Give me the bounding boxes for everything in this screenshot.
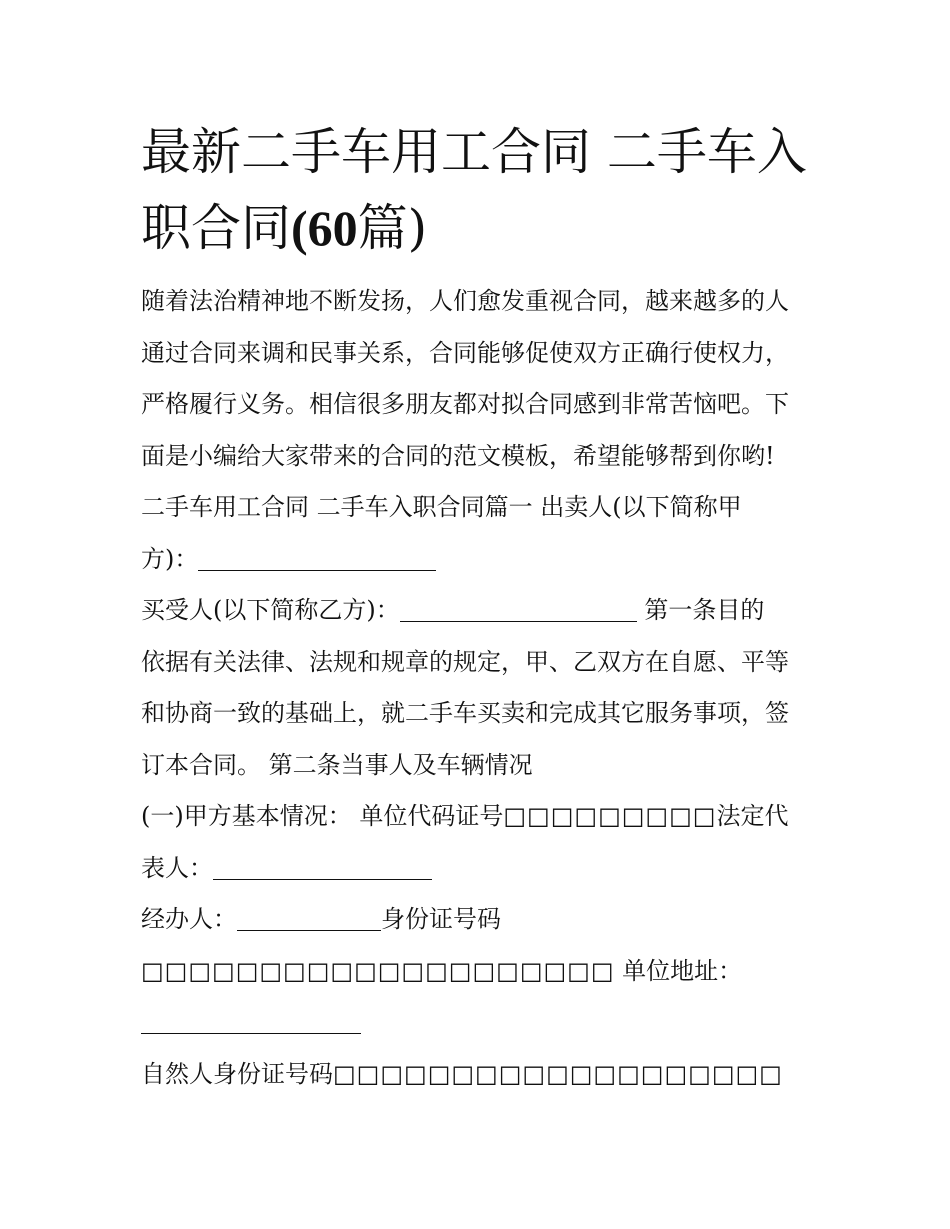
document-title-line-2 (141, 190, 821, 266)
intro-line-1: 随着法治精神地不断发扬，人们愈发重视合同，越来越多的人 (141, 287, 789, 315)
intro-line-4: 面是小编给大家带来的合同的范文模板，希望能够帮到你哟! (141, 441, 775, 470)
contract-line-9: 和协商一致的基础上，就二手车买卖和完成其它服务事项，签 (141, 699, 789, 727)
title-text-1: 最新二手车用工合同 二手车入 (141, 123, 807, 181)
agent-line (141, 894, 821, 946)
legal-rep-label: 表人： (141, 853, 213, 882)
article-one-heading: 第一条目的 (636, 596, 765, 624)
title-text-2a: 职合同 (141, 199, 291, 257)
agent-blank (237, 906, 381, 931)
contract-line-8: 依据有关法律、法规和规章的规定，甲、乙双方在自愿、平等 (141, 647, 789, 676)
legal-rep-blank (213, 855, 432, 880)
buyer-blank (400, 597, 637, 622)
party-a-label: (一)甲方基本情况： 单位代码证号 (141, 802, 504, 830)
intro-line-2: 通过合同来调和民事关系，合同能够促使双方正确行使权力， (141, 338, 789, 367)
id-number-label: 身份证号码 (381, 905, 501, 933)
unit-address-label: 单位地址： (614, 956, 743, 985)
buyer-label: 买受人(以下简称乙方)： (141, 596, 400, 624)
seller-blank (198, 546, 436, 571)
contract-line-1: 二手车用工合同 二手车入职合同篇一 出卖人(以下简称甲 (141, 493, 742, 521)
title-text-2b: 篇) (357, 199, 428, 257)
natural-person-id-line (141, 1049, 821, 1101)
unit-address-blank (141, 1009, 361, 1034)
document-page (141, 114, 821, 1100)
natural-person-id-label: 自然人身份证号码 (141, 1059, 333, 1088)
unit-code-boxes: □□□□□□□□□ (503, 802, 717, 830)
document-body (141, 276, 821, 1100)
legal-rep-label-part: 法定代 (716, 802, 789, 830)
seller-label: 方)： (141, 544, 199, 573)
id-boxes-line (141, 946, 821, 998)
unit-address-blank-line (141, 997, 821, 1049)
id-number-boxes: □□□□□□□□□□□□□□□□□□□□ (141, 956, 615, 985)
title-count: (60 (291, 200, 358, 256)
seller-line (141, 534, 821, 586)
agent-label: 经办人： (141, 905, 237, 933)
intro-line-3: 严格履行义务。相信很多朋友都对拟合同感到非常苦恼吧。下 (141, 390, 789, 418)
contract-line-10: 订本合同。 第二条当事人及车辆情况 (141, 750, 533, 779)
natural-person-id-boxes: □□□□□□□□□□□□□□□□□□□ (333, 1059, 783, 1088)
legal-rep-line (141, 843, 821, 895)
buyer-line (141, 585, 821, 637)
document-title-line-1 (141, 114, 821, 190)
party-a-info-line (141, 791, 821, 843)
